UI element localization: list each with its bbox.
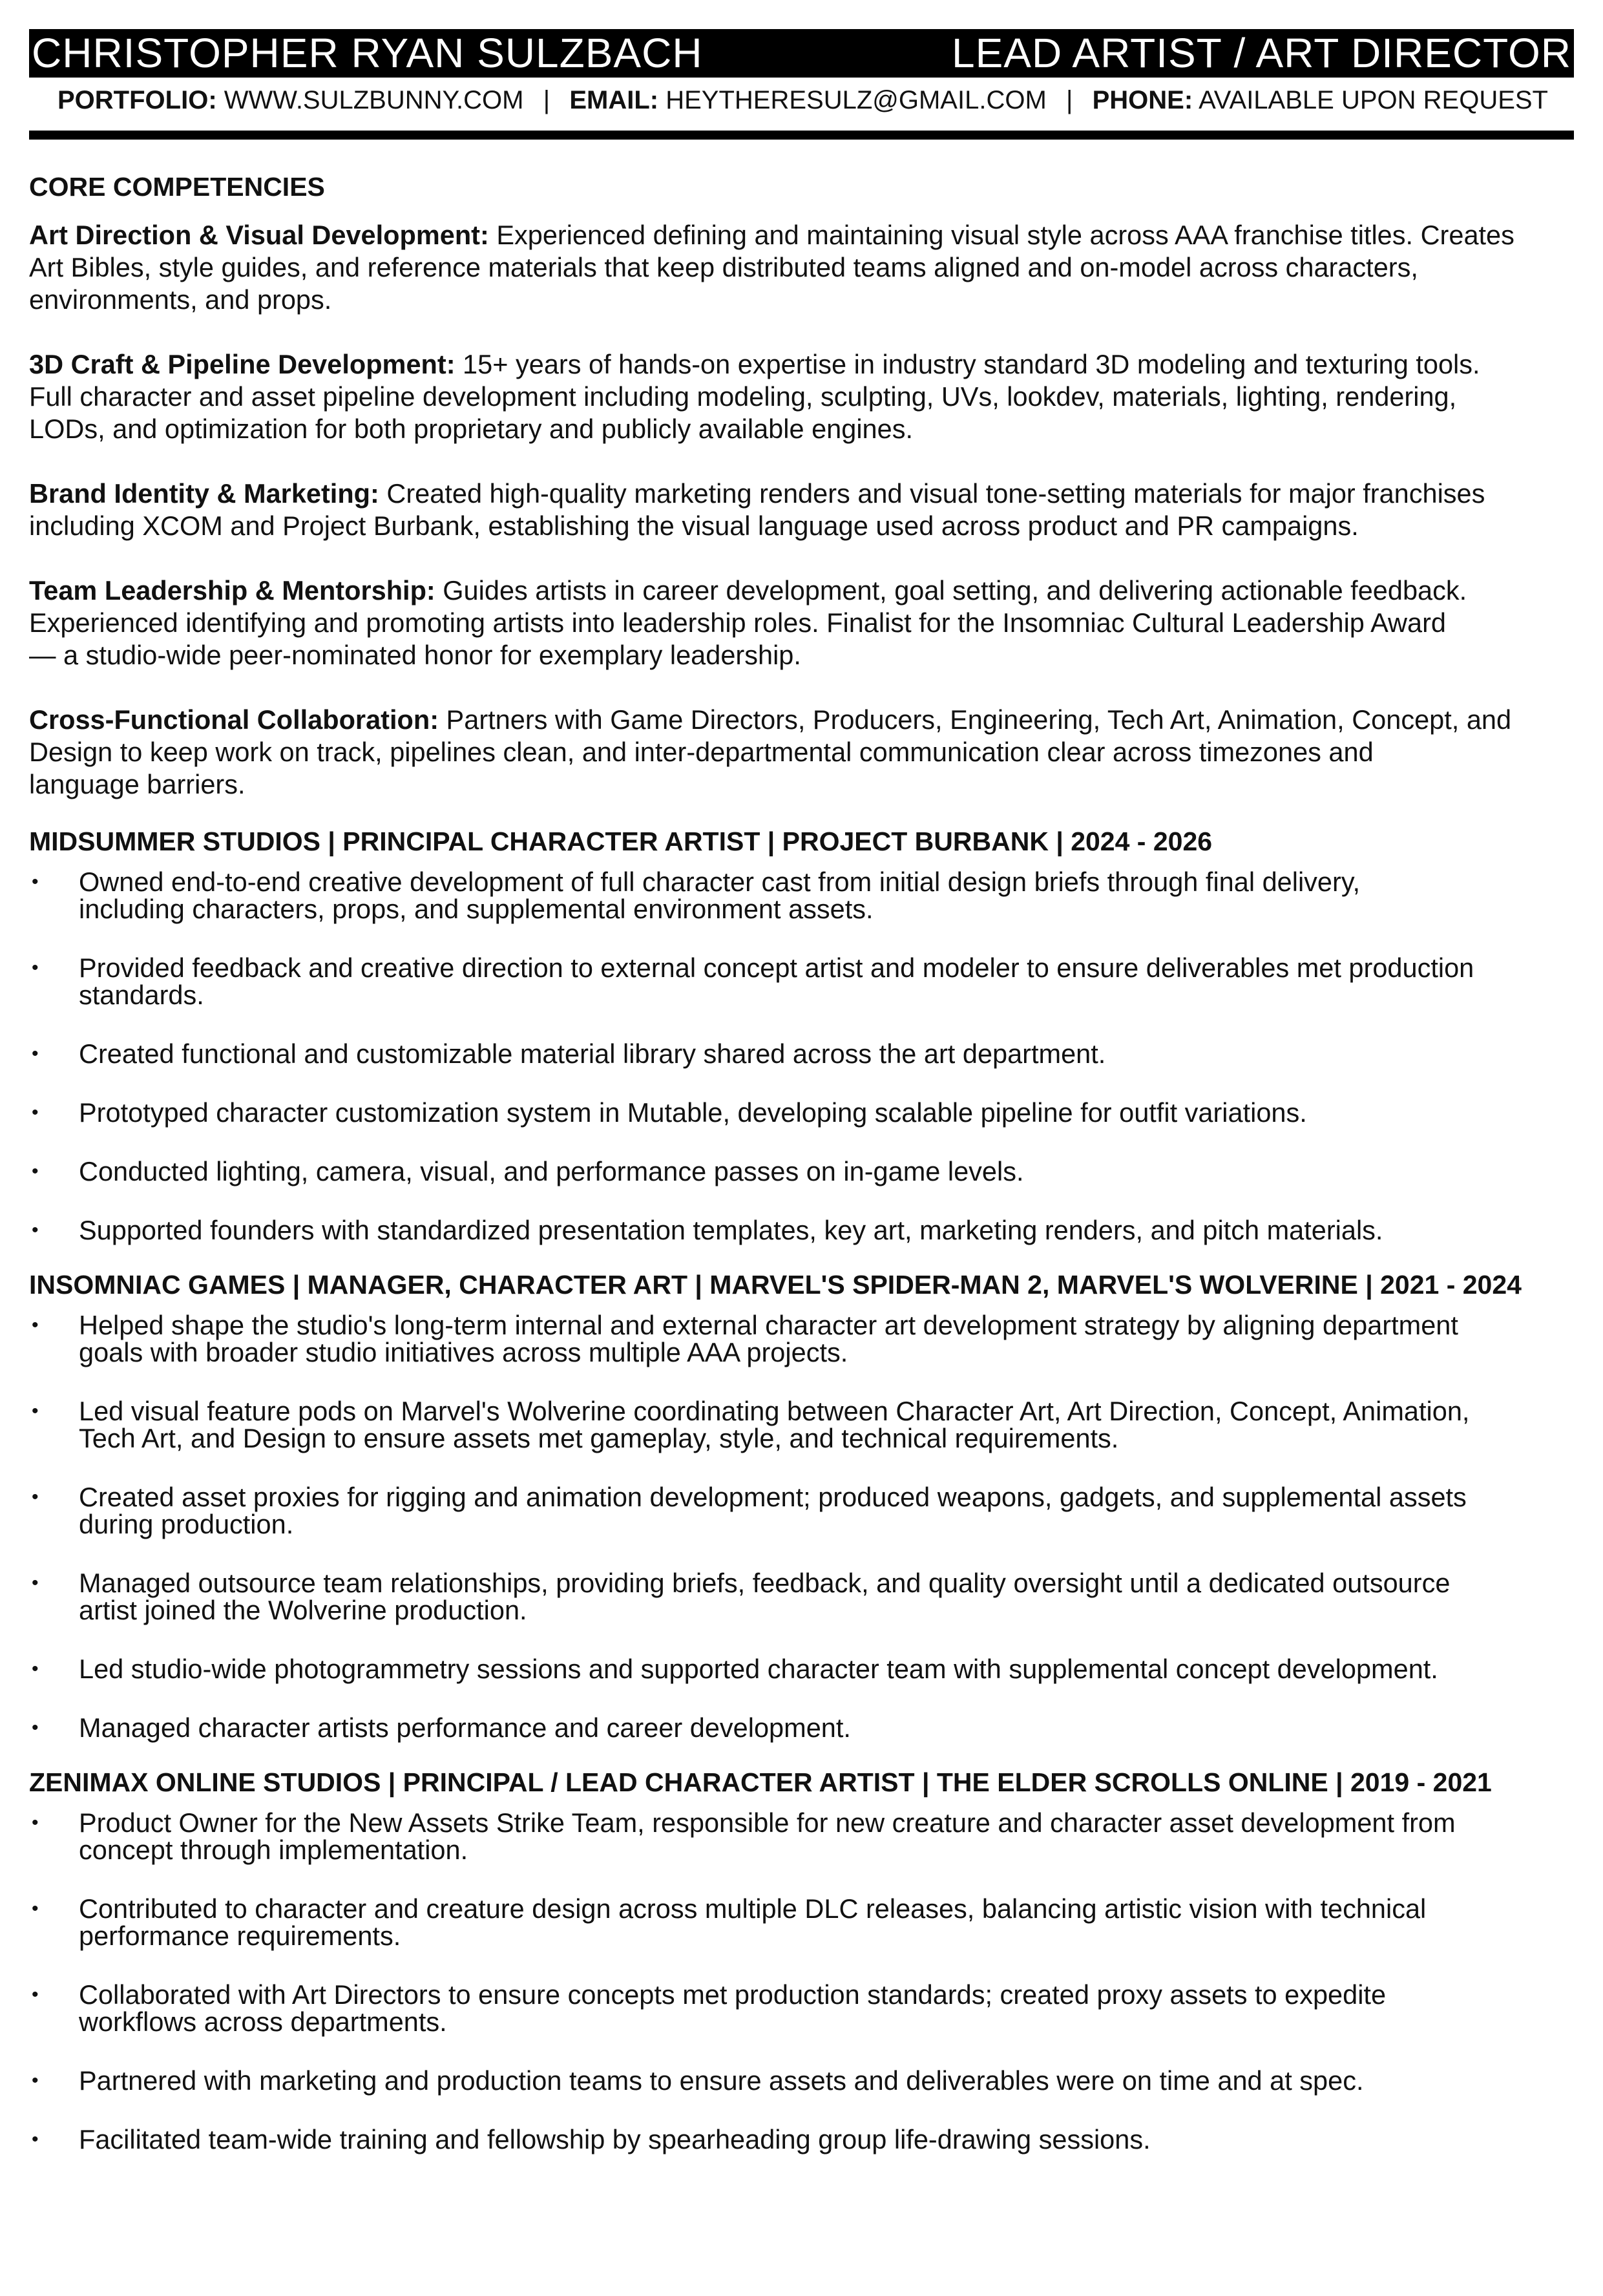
competency-brand-identity: Brand Identity & Marketing: Created high-quality marketing renders and visual tone-setting materials for major franchises including XCOM and Project Burbank, establishing the visual language used across product and PR campaigns. <box>29 478 1485 541</box>
bullet-item: • Provided feedback and creative direction to external concept artist and modeler to ensure deliverables met production standards. <box>29 954 1574 1009</box>
bullet-item: • Led visual feature pods on Marvel's Wolverine coordinating between Character Art, Art Direction, Concept, Animation, Tech Art, and Design to ensure assets met gameplay, style, and technical requirements. <box>29 1398 1574 1452</box>
bullet-item: • Created asset proxies for rigging and animation development; produced weapons, gadgets, and supplemental assets during production. <box>29 1484 1574 1538</box>
competency-label: Art Direction & Visual Development: <box>29 220 489 250</box>
portfolio-link[interactable]: WWW.SULZBUNNY.COM <box>224 85 524 114</box>
bullet-item: • Led studio-wide photogrammetry sessions and supported character team with supplemental concept development. <box>29 1656 1574 1683</box>
full-name: CHRISTOPHER RYAN SULZBACH <box>32 30 703 76</box>
bullet-item: • Product Owner for the New Assets Strike Team, responsible for new creature and character asset development from concept through implementation. <box>29 1809 1574 1864</box>
job-heading: ZENIMAX ONLINE STUDIOS | PRINCIPAL / LEAD CHARACTER ARTIST | THE ELDER SCROLLS ONLINE | 2019 - 2021 <box>29 1767 1492 1797</box>
email-label: EMAIL: <box>569 85 659 114</box>
job-bullets <box>29 869 1574 1244</box>
portfolio-contact <box>58 86 523 115</box>
resume-page <box>0 29 1603 2296</box>
competency-label: Team Leadership & Mentorship: <box>29 575 435 606</box>
contact-separator: | <box>1066 85 1073 114</box>
email-contact <box>569 86 1046 115</box>
bullet-item: • Owned end-to-end creative development of full character cast from initial design briefs through final delivery, including characters, props, and supplemental environment assets. <box>29 869 1574 923</box>
bullet-item: • Created functional and customizable material library shared across the art department. <box>29 1040 1574 1068</box>
phone-label: PHONE: <box>1092 85 1193 114</box>
bullet-item: • Conducted lighting, camera, visual, and performance passes on in-game levels. <box>29 1158 1574 1185</box>
phone-value: AVAILABLE UPON REQUEST <box>1199 85 1548 114</box>
job-heading: MIDSUMMER STUDIOS | PRINCIPAL CHARACTER ARTIST | PROJECT BURBANK | 2024 - 2026 <box>29 827 1213 856</box>
bullet-item: • Managed outsource team relationships, providing briefs, feedback, and quality oversight until a dedicated outsource artist joined the Wolverine production. <box>29 1570 1574 1624</box>
competency-collaboration: Cross-Functional Collaboration: Partners with Game Directors, Producers, Engineering, Tech Art, Animation, Concept, and Design to keep work on track, pipelines clean, and inter-departmental communication clear across timezones and language barriers. <box>29 704 1512 799</box>
job-zenimax <box>29 1767 1574 2153</box>
job-midsummer <box>29 827 1574 1244</box>
header-divider <box>29 131 1574 140</box>
bullet-item: • Partnered with marketing and production teams to ensure assets and deliverables were on time and at spec. <box>29 2067 1574 2094</box>
competency-label: Brand Identity & Marketing: <box>29 478 379 509</box>
contact-line <box>29 78 1574 123</box>
competency-label: 3D Craft & Pipeline Development: <box>29 349 456 379</box>
job-bullets <box>29 1809 1574 2153</box>
competency-3d-craft: 3D Craft & Pipeline Development: 15+ years of hands-on expertise in industry standard 3D modeling and texturing tools. Full character and asset pipeline development including modeling, sculpting, UVs, lookdev, materials, lighting, rendering, LODs, and optimization for both proprietary and publicly available engines. <box>29 349 1480 444</box>
job-bullets <box>29 1312 1574 1742</box>
bullet-item: • Helped shape the studio's long-term internal and external character art development strategy by aligning department goals with broader studio initiatives across multiple AAA projects. <box>29 1312 1574 1366</box>
email-link[interactable]: HEYTHERESULZ@GMAIL.COM <box>665 85 1047 114</box>
competency-label: Cross-Functional Collaboration: <box>29 704 439 735</box>
core-competencies-heading: CORE COMPETENCIES <box>29 172 325 202</box>
job-insomniac <box>29 1270 1574 1742</box>
bullet-item: • Facilitated team-wide training and fellowship by spearheading group life-drawing sessions. <box>29 2126 1574 2153</box>
bullet-item: • Contributed to character and creature design across multiple DLC releases, balancing artistic vision with technical performance requirements. <box>29 1895 1574 1950</box>
job-title: LEAD ARTIST / ART DIRECTOR <box>951 30 1571 76</box>
bullet-item: • Prototyped character customization system in Mutable, developing scalable pipeline for outfit variations. <box>29 1099 1574 1126</box>
bullet-item: • Managed character artists performance and career development. <box>29 1714 1574 1742</box>
contact-separator: | <box>543 85 550 114</box>
bullet-item: • Supported founders with standardized presentation templates, key art, marketing renders, and pitch materials. <box>29 1217 1574 1244</box>
name-banner <box>29 29 1574 78</box>
competency-art-direction: Art Direction & Visual Development: Experienced defining and maintaining visual style across AAA franchise titles. Creates Art Bibles, style guides, and reference materials that keep distributed teams aligned and on-model across characters, environments, and props. <box>29 220 1514 315</box>
competency-team-leadership: Team Leadership & Mentorship: Guides artists in career development, goal setting, and delivering actionable feedback. Experienced identifying and promoting artists into leadership roles. Finalist for the Insomniac Cultural Leadership Award — a studio-wide peer-nominated honor for exemplary leadership. <box>29 575 1467 670</box>
portfolio-label: PORTFOLIO: <box>58 85 217 114</box>
phone-contact <box>1093 86 1548 115</box>
job-heading: INSOMNIAC GAMES | MANAGER, CHARACTER ART | MARVEL'S SPIDER-MAN 2, MARVEL'S WOLVERINE | 2021 - 2024 <box>29 1270 1522 1300</box>
core-competencies <box>29 219 1574 801</box>
bullet-item: • Collaborated with Art Directors to ensure concepts met production standards; created proxy assets to expedite workflows across departments. <box>29 1981 1574 2036</box>
